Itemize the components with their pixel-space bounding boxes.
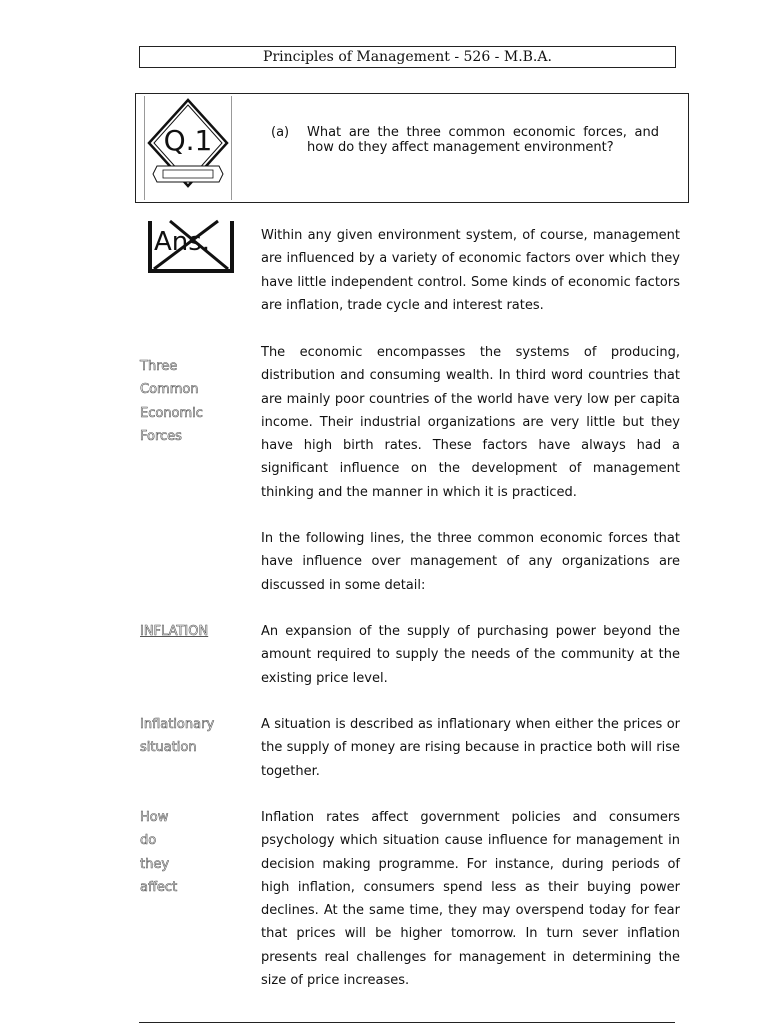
- side-heading-line: they: [140, 856, 170, 872]
- paragraph-intro: Within any given environment system, of course, management are influenced by a variety of economic factors over which they have little independent control. Some kinds of economic factors are inflation, trade cycle and interest rates.: [261, 228, 680, 313]
- side-heading-line: Forces: [140, 428, 182, 444]
- side-heading-inflation: INFLATION: [140, 624, 209, 639]
- paragraph-how-affect: Inflation rates affect government policies and consumers psychology which situation cause influence for management in decision making programme. For instance, during periods of high inflation, consumers spend less as their buying power declines. At the same time, they may overspend today for fear that prices will be higher tomorrow. In turn sever inflation presents real challenges for management in determining the size of price increases.: [261, 810, 680, 989]
- footer-divider: [139, 1022, 675, 1023]
- question-text: What are the three common economic forces, and how do they affect management environment?: [307, 125, 659, 155]
- side-heading-line: affect: [140, 879, 178, 895]
- paragraph-inflationary: A situation is described as inflationary when either the prices or the supply of money are rising because in practice both will rise together.: [261, 717, 680, 779]
- side-heading-line: How: [140, 810, 169, 825]
- question-label: (a): [271, 125, 290, 140]
- side-heading-line: Three: [140, 359, 178, 374]
- answer-label: Ans.: [154, 227, 211, 257]
- paragraph-inflation: An expansion of the supply of purchasing power beyond the amount required to supply the needs of the community at the existing price level.: [261, 624, 680, 686]
- side-heading-line: Common: [140, 382, 199, 398]
- side-heading-line: do: [140, 833, 157, 849]
- side-heading-inflationary: [140, 713, 214, 760]
- page-header: Principles of Management - 526 - M.B.A.: [139, 46, 676, 68]
- question-number: Q.1: [163, 124, 213, 157]
- side-heading-line: Inflationary: [140, 717, 215, 732]
- side-heading-line: Economic: [140, 405, 203, 421]
- question-box: [135, 93, 689, 203]
- side-heading-line: situation: [140, 740, 197, 756]
- paragraph-forces: In the following lines, the three common economic forces that have influence over management of any organizations are discussed in some detail:: [261, 531, 680, 593]
- side-heading-how: [140, 806, 177, 899]
- paragraph-economic: The economic encompasses the systems of producing, distribution and consuming wealth. In third word countries that are mainly poor countries of the world have very low per capita income. Their industrial organizations are very little but they have high birth rates. These factors have always had a significant influence on the development of management thinking and the manner in which it is practiced.: [261, 345, 680, 500]
- answer-badge: [148, 219, 234, 273]
- side-heading-three-forces: [140, 355, 203, 448]
- question-badge: [144, 96, 232, 200]
